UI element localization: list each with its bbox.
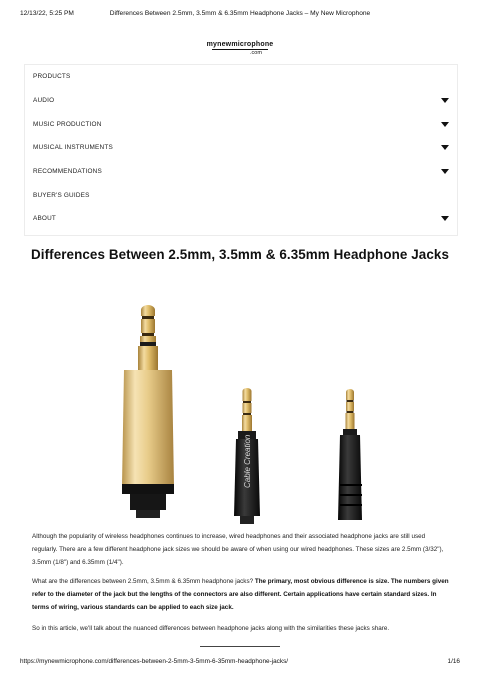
print-footer (20, 658, 460, 665)
nav-item-about[interactable] (25, 207, 457, 231)
caret-down-icon[interactable] (441, 169, 449, 174)
nav-item-products[interactable] (25, 65, 457, 89)
nav-item-label: BUYER'S GUIDES (33, 191, 90, 199)
article-paragraph-1: Although the popularity of wireless headphones continues to increase, wired headphones and their associated headphone jacks are still used regularly. There are a few different headphone jack sizes we should be aware of when using our wired headphones. These sizes are 2.5mm (3/32"), 3.5mm (1/8") and 6.35mm (1/4"). (32, 533, 444, 566)
jack-6-35mm-icon (122, 305, 174, 518)
caret-down-icon[interactable] (441, 216, 449, 221)
nav-item-label: PRODUCTS (33, 73, 71, 81)
print-header (20, 10, 460, 22)
nav-item-music-production[interactable] (25, 112, 457, 136)
nav-item-buyers-guides[interactable] (25, 183, 457, 207)
paragraph-2-plain: What are the differences between 2.5mm, 3.5mm & 6.35mm headphone jacks? (32, 578, 255, 585)
print-page-number: 1/16 (447, 658, 460, 665)
caret-down-icon[interactable] (441, 122, 449, 127)
headphone-jacks-image (100, 288, 380, 528)
print-page-title: Differences Between 2.5mm, 3.5mm & 6.35mm Headphone Jacks – My New Microphone (109, 10, 371, 17)
cable-creation-label: Cable Creation (243, 434, 252, 488)
print-datetime: 12/13/22, 5:25 PM (20, 10, 74, 17)
nav-item-label: MUSIC PRODUCTION (33, 120, 102, 128)
nav-item-audio[interactable] (25, 89, 457, 113)
nav-item-recommendations[interactable] (25, 160, 457, 184)
nav-item-label: RECOMMENDATIONS (33, 168, 102, 176)
caret-down-icon[interactable] (441, 98, 449, 103)
nav-item-label: ABOUT (33, 215, 57, 223)
logo-line1: mynewmicrophone (206, 41, 274, 48)
nav-item-label: AUDIO (33, 97, 55, 105)
article-title: Differences Between 2.5mm, 3.5mm & 6.35mm Headphone Jacks (30, 247, 449, 262)
caret-down-icon[interactable] (441, 145, 449, 150)
logo-line2: .com (250, 50, 262, 56)
paragraph-2-bold: The primary, most obvious difference is size. The numbers given refer to the diameter of the jack but the lengths of the connectors are also different. Certain applications have certain standard sizes. In terms of wiring, various standards can be applied to each size jack. (32, 578, 449, 611)
jack-3-5mm-icon (234, 388, 260, 524)
site-logo[interactable] (0, 41, 480, 56)
article-paragraph-3: So in this article, we'll talk about the nuanced differences between headphone jacks along with the similarities these jacks share. (32, 625, 390, 632)
main-nav (24, 64, 458, 236)
nav-item-label: MUSICAL INSTRUMENTS (33, 144, 113, 152)
print-url: https://mynewmicrophone.com/differences-between-2-5mm-3-5mm-6-35mm-headphone-jacks/ (20, 658, 289, 665)
jack-2-5mm-icon (338, 389, 362, 520)
divider (200, 646, 280, 647)
article-paragraph-2 (32, 575, 452, 614)
nav-item-musical-instruments[interactable] (25, 136, 457, 160)
